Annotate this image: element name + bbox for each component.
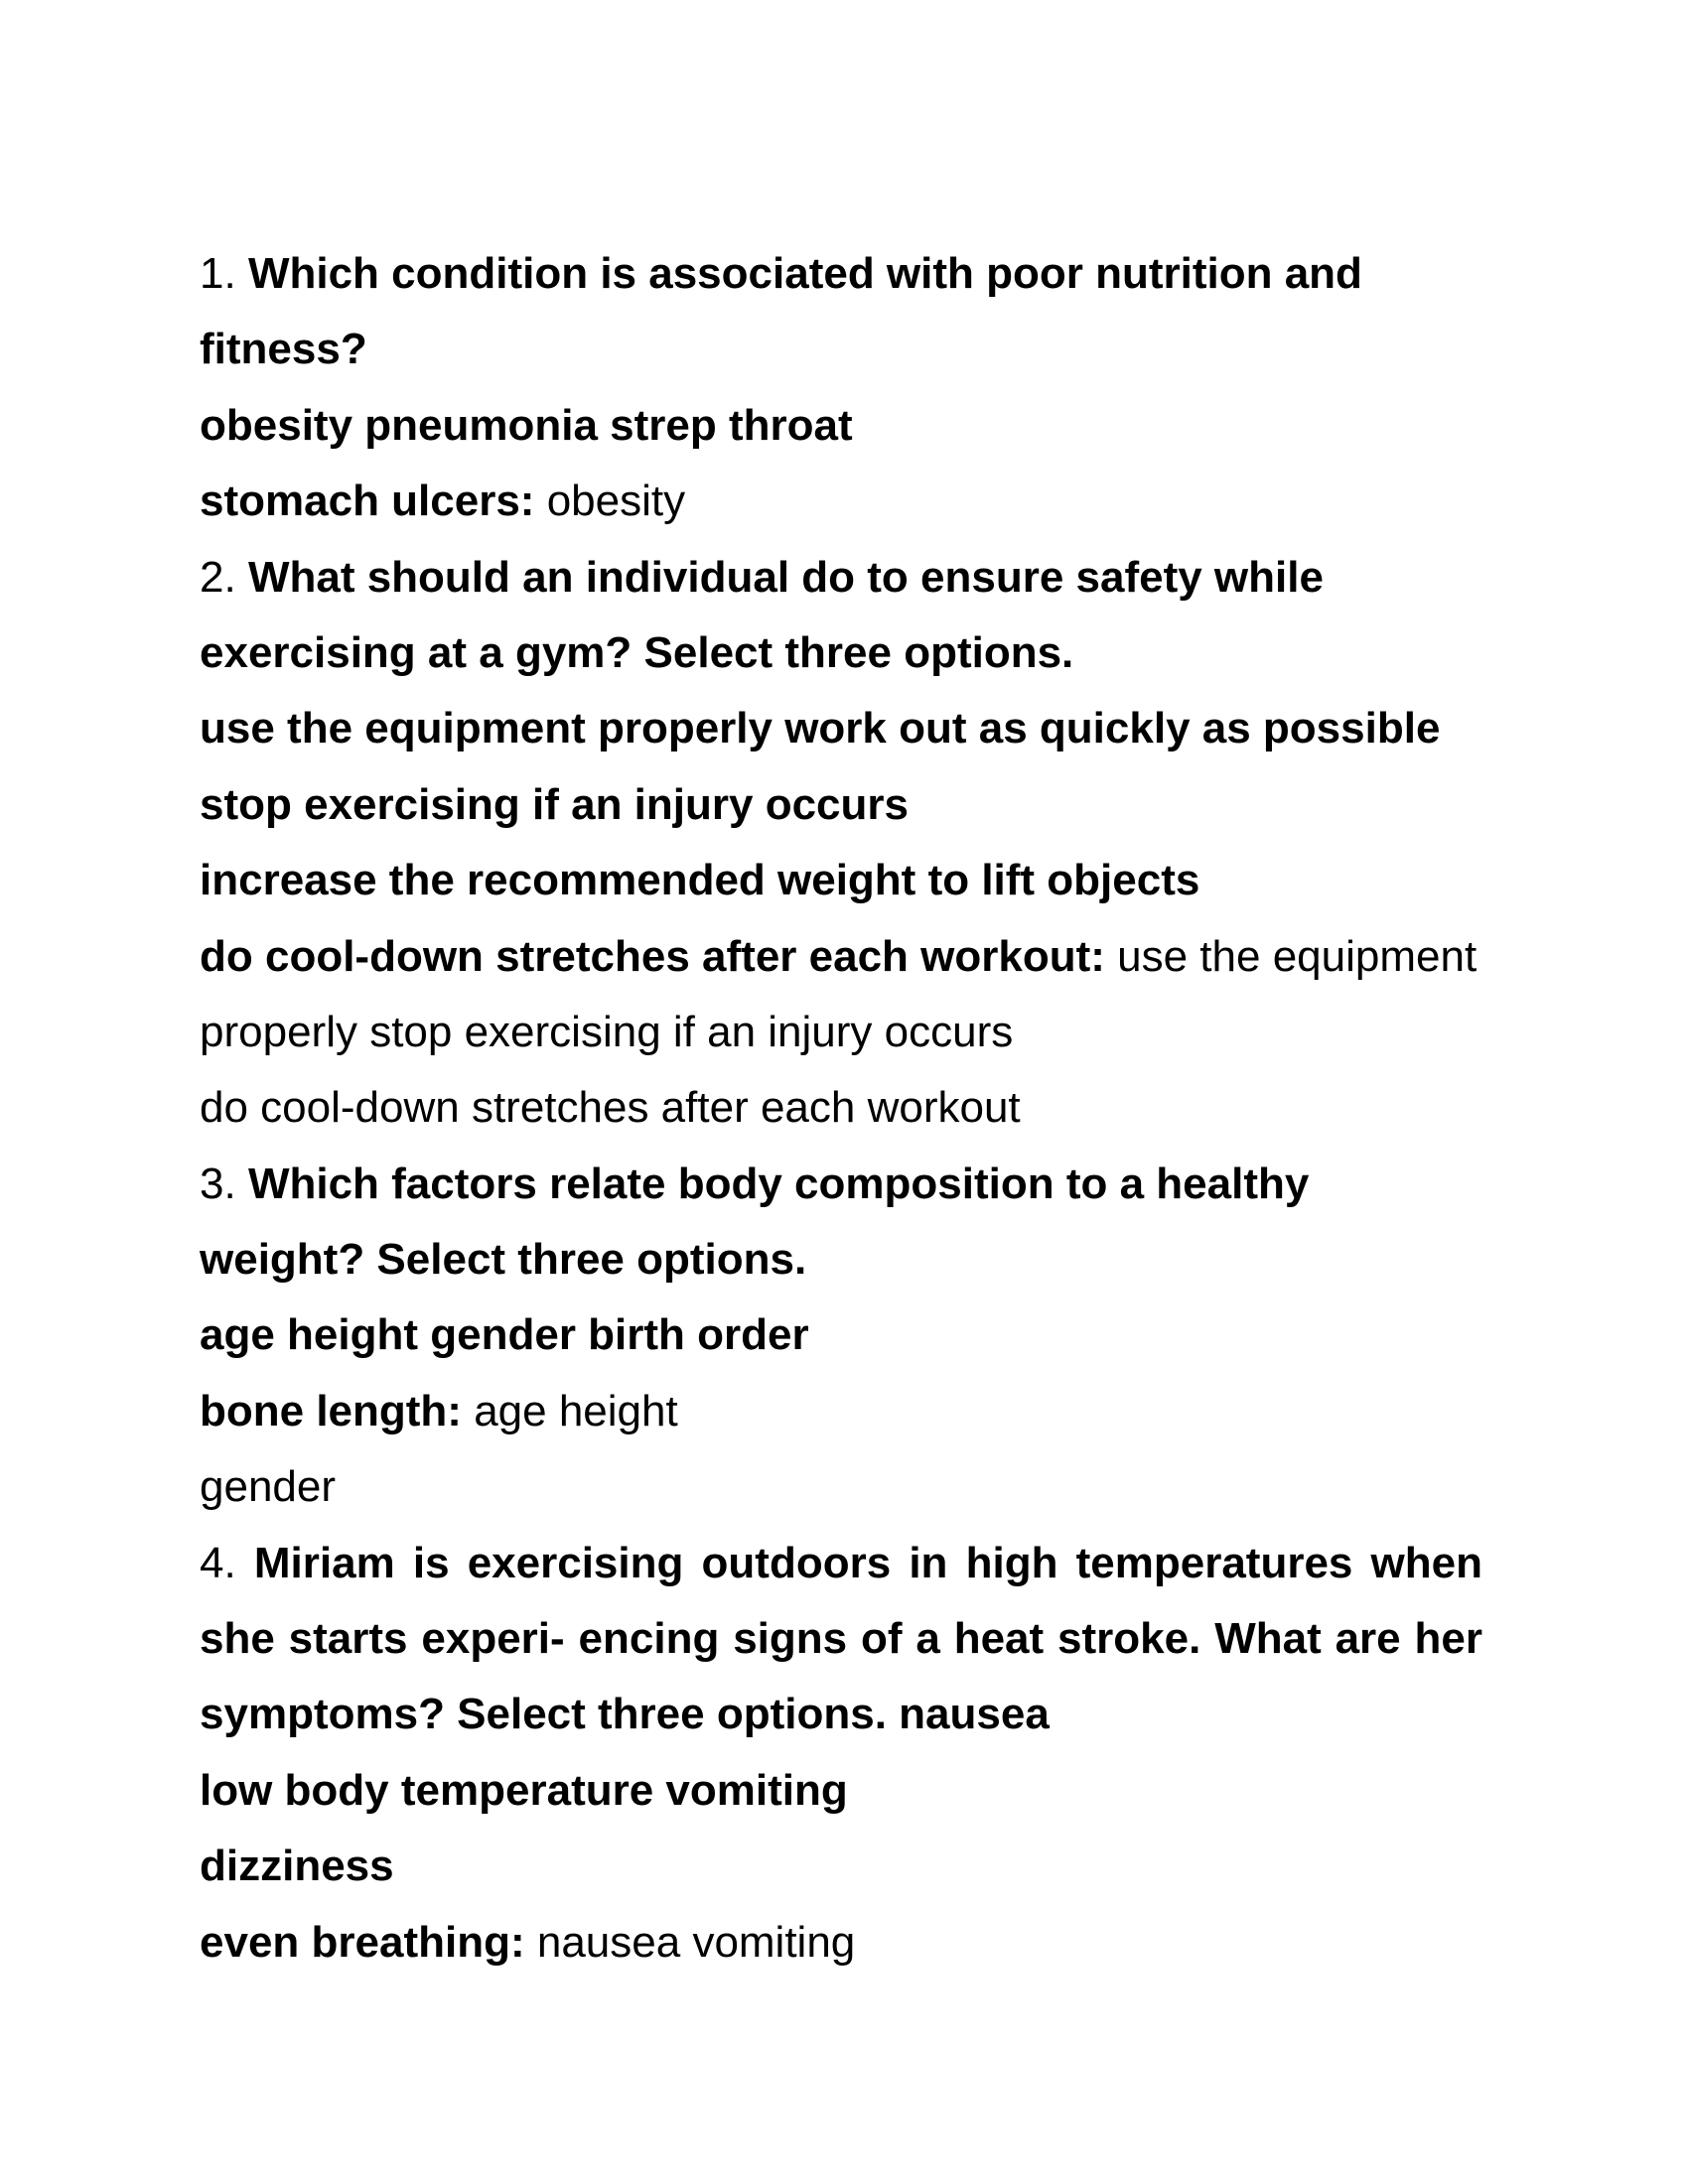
options-line: stop exercising if an injury occurs bbox=[200, 779, 909, 829]
question-1 bbox=[200, 236, 1482, 540]
question-3-line-1 bbox=[200, 1147, 1482, 1222]
options-line: increase the recommended weight to lift objects bbox=[200, 856, 1200, 905]
answer-text: age height bbox=[474, 1386, 678, 1435]
answer-text: gender bbox=[200, 1462, 337, 1512]
answer-line bbox=[200, 919, 1482, 995]
question-text: exercising at a gym? Select three options. bbox=[200, 627, 1074, 677]
question-text: Miriam is exercising outdoors in high temperatures when bbox=[253, 1538, 1482, 1587]
last-option: stomach ulcers: bbox=[200, 477, 535, 526]
answer-text: use the equipment bbox=[1117, 931, 1477, 981]
answer-line bbox=[200, 1905, 1482, 1980]
question-number: 1. bbox=[200, 249, 236, 298]
options-line: dizziness bbox=[200, 1842, 394, 1891]
question-text: symptoms? Select three options. nausea bbox=[200, 1690, 1050, 1739]
question-text: Which condition is associated with poor nutrition and bbox=[247, 249, 1362, 298]
question-number: 2. bbox=[200, 552, 236, 602]
question-2-line-1 bbox=[200, 540, 1482, 615]
last-option: do cool-down stretches after each workout: bbox=[200, 931, 1105, 981]
answer-line bbox=[200, 464, 1482, 539]
question-text: Which factors relate body composition to a healthy bbox=[247, 1159, 1310, 1208]
question-text: What should an individual do to ensure safety while bbox=[247, 552, 1324, 602]
answer-text: obesity bbox=[546, 477, 686, 526]
options-line: use the equipment properly work out as quickly as possible bbox=[200, 704, 1441, 753]
answer-text: properly stop exercising if an injury occurs bbox=[200, 1007, 1014, 1056]
question-2 bbox=[200, 540, 1482, 1147]
answer-text: nausea vomiting bbox=[536, 1917, 856, 1967]
last-option: bone length: bbox=[200, 1386, 462, 1435]
answer-text: do cool-down stretches after each workout bbox=[200, 1083, 1021, 1133]
question-3 bbox=[200, 1147, 1482, 1526]
question-4 bbox=[200, 1526, 1482, 1980]
question-number: 3. bbox=[200, 1159, 236, 1208]
question-1-line-1 bbox=[200, 236, 1482, 312]
options-line: age height gender birth order bbox=[200, 1310, 809, 1360]
answer-line bbox=[200, 1374, 1482, 1449]
options-line: low body temperature vomiting bbox=[200, 1765, 848, 1815]
options-line: obesity pneumonia strep throat bbox=[200, 400, 853, 450]
question-text: she starts experi- encing signs of a heat stroke. What are her bbox=[200, 1614, 1482, 1664]
last-option: even breathing: bbox=[200, 1917, 525, 1967]
question-number: 4. bbox=[200, 1538, 236, 1587]
quiz-content bbox=[200, 236, 1482, 1980]
question-text: fitness? bbox=[200, 325, 367, 374]
question-4-line-1 bbox=[200, 1526, 1482, 1601]
question-text: weight? Select three options. bbox=[200, 1235, 807, 1285]
